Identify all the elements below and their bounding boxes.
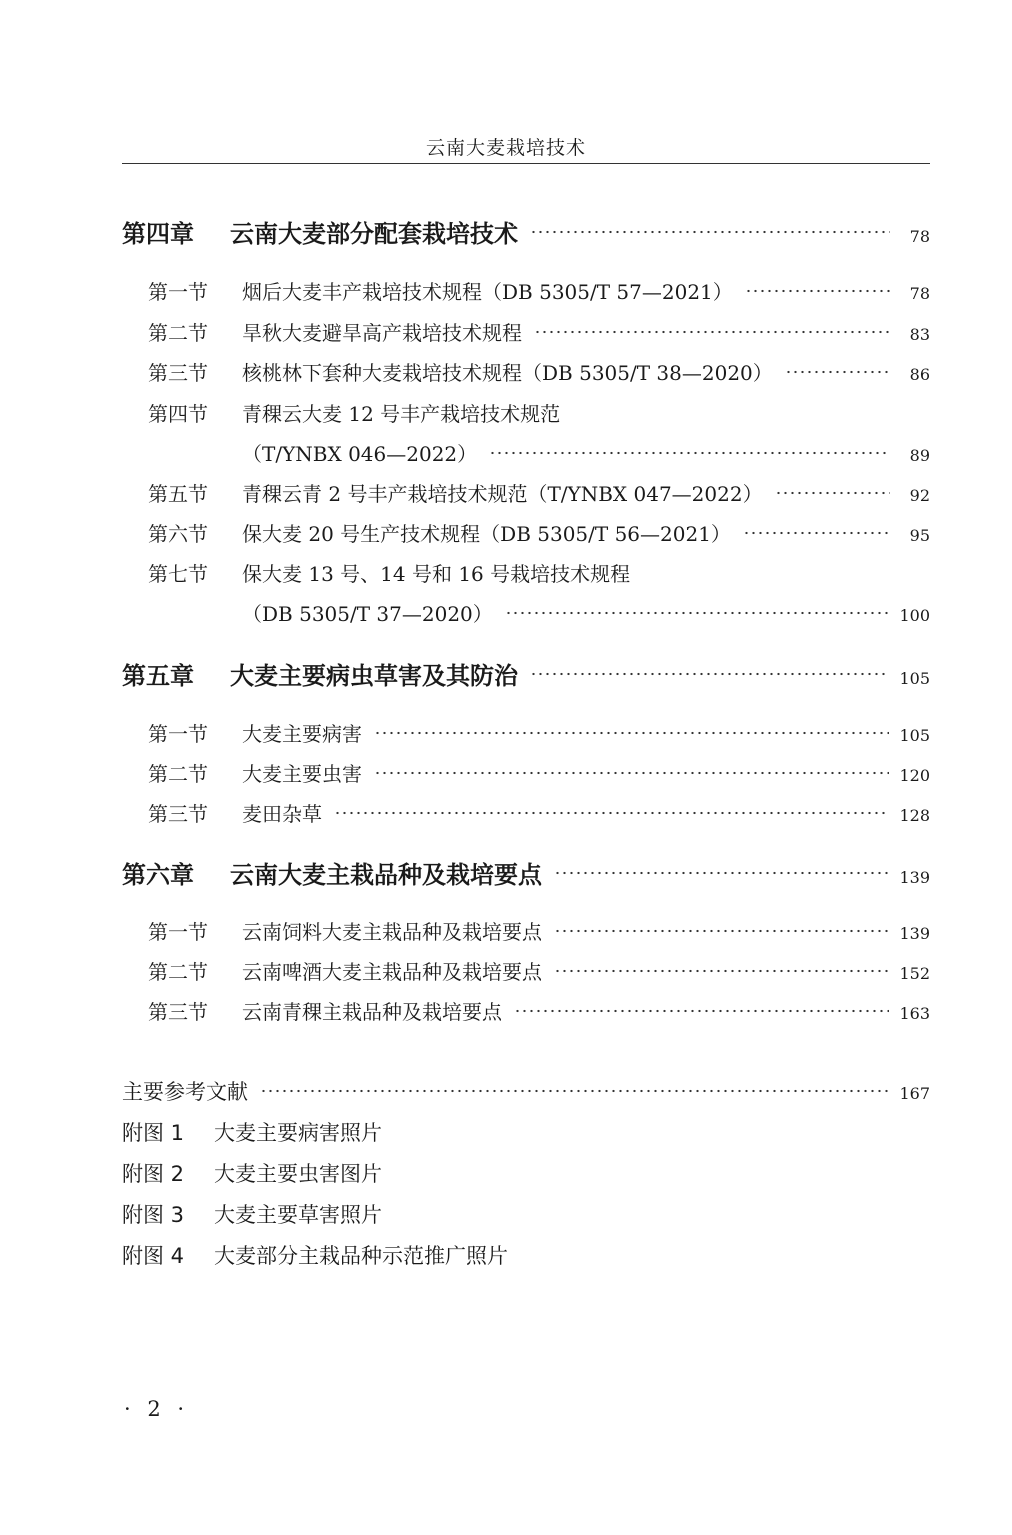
dot-leader <box>374 771 889 775</box>
appendix-label: 附图 1 <box>122 1121 185 1145</box>
section-label: 第三节 <box>148 361 208 385</box>
section-label: 第二节 <box>148 960 208 984</box>
toc-section[interactable] <box>148 798 930 827</box>
page-number: 139 <box>899 868 930 887</box>
section-label: 第一节 <box>148 722 208 746</box>
section-title: 青稞云大麦 12 号丰产栽培技术规范 <box>242 402 561 426</box>
chapter-label: 第六章 <box>122 861 194 889</box>
appendix-title: 大麦主要草害照片 <box>214 1203 382 1227</box>
section-title: 保大麦 20 号生产技术规程（DB 5305/T 56—2021） <box>242 522 731 546</box>
dot-leader <box>554 871 889 875</box>
dot-leader <box>505 611 890 615</box>
section-label: 第四节 <box>148 402 208 426</box>
section-label: 第二节 <box>148 321 208 345</box>
page-number: 92 <box>909 486 930 505</box>
appendix-label: 附图 3 <box>122 1203 185 1227</box>
dot-leader <box>745 289 890 293</box>
section-title-continued: （DB 5305/T 37—2020） <box>242 602 493 626</box>
toc-section[interactable] <box>148 398 930 427</box>
page-number: 128 <box>899 806 930 825</box>
chapter-title: 云南大麦主栽品种及栽培要点 <box>230 861 542 889</box>
appendix-label: 附图 4 <box>122 1244 185 1268</box>
section-label: 第三节 <box>148 1000 208 1024</box>
section-label: 第五节 <box>148 482 208 506</box>
toc-appendix[interactable] <box>122 1158 930 1188</box>
dot-leader <box>374 731 889 735</box>
section-title: 云南青稞主栽品种及栽培要点 <box>242 1000 502 1024</box>
section-title: 青稞云青 2 号丰产栽培技术规范（T/YNBX 047—2022） <box>242 482 763 506</box>
toc-appendix[interactable] <box>122 1240 930 1270</box>
page-number: 152 <box>899 964 930 983</box>
toc-section[interactable] <box>148 558 930 587</box>
dot-leader <box>554 929 889 933</box>
page-number: 163 <box>899 1004 930 1023</box>
section-title-continued: （T/YNBX 046—2022） <box>242 442 478 466</box>
toc-section[interactable] <box>148 518 930 547</box>
toc-section[interactable] <box>148 718 930 747</box>
section-label: 第七节 <box>148 562 208 586</box>
running-head: 云南大麦栽培技术 <box>425 137 586 159</box>
toc-section-continuation[interactable] <box>242 598 930 627</box>
section-title: 麦田杂草 <box>242 802 322 826</box>
dot-leader <box>530 672 889 676</box>
section-title: 烟后大麦丰产栽培技术规程（DB 5305/T 57—2021） <box>242 280 733 304</box>
section-label: 第二节 <box>148 762 208 786</box>
chapter-title: 云南大麦部分配套栽培技术 <box>230 220 518 248</box>
dot-leader <box>743 531 890 535</box>
section-title: 核桃林下套种大麦栽培技术规程（DB 5305/T 38—2020） <box>242 361 773 385</box>
section-label: 第六节 <box>148 522 208 546</box>
section-label: 第一节 <box>148 920 208 944</box>
section-label: 第一节 <box>148 280 208 304</box>
appendix-title: 大麦主要病害照片 <box>214 1121 382 1145</box>
toc-section[interactable] <box>148 996 930 1025</box>
chapter-title: 大麦主要病虫草害及其防治 <box>230 662 518 690</box>
page-number: 95 <box>909 526 930 545</box>
page-number: 89 <box>909 446 930 465</box>
section-title: 旱秋大麦避旱高产栽培技术规程 <box>242 321 522 345</box>
appendix-title: 大麦主要虫害图片 <box>214 1162 382 1186</box>
toc-section[interactable] <box>148 357 930 386</box>
page-number: 167 <box>899 1084 930 1103</box>
chapter-label: 第五章 <box>122 662 194 690</box>
appendix-label: 附图 2 <box>122 1162 185 1186</box>
section-title: 大麦主要病害 <box>242 722 362 746</box>
page-folio: · 2 · <box>124 1397 190 1421</box>
page-number: 105 <box>899 669 930 688</box>
chapter-label: 第四章 <box>122 220 194 248</box>
page-number: 83 <box>909 325 930 344</box>
dot-leader <box>785 370 890 374</box>
dot-leader <box>534 330 890 334</box>
dot-leader <box>489 451 890 455</box>
toc-appendix[interactable] <box>122 1117 930 1147</box>
page-number: 105 <box>899 726 930 745</box>
toc-section[interactable] <box>148 916 930 945</box>
page-number: 78 <box>909 227 930 246</box>
toc-section[interactable] <box>148 478 930 507</box>
references-title: 主要参考文献 <box>122 1080 248 1104</box>
toc-chapter-6[interactable] <box>122 855 930 890</box>
toc-chapter-4[interactable] <box>122 214 930 249</box>
header-rule <box>122 163 930 164</box>
page-number: 86 <box>909 365 930 384</box>
dot-leader <box>775 491 890 495</box>
toc-section[interactable] <box>148 956 930 985</box>
dot-leader <box>334 811 889 815</box>
appendix-title: 大麦部分主栽品种示范推广照片 <box>214 1244 508 1268</box>
section-title: 保大麦 13 号、14 号和 16 号栽培技术规程 <box>242 562 631 586</box>
page-number: 120 <box>899 766 930 785</box>
dot-leader <box>514 1009 889 1013</box>
section-label: 第三节 <box>148 802 208 826</box>
toc-section[interactable] <box>148 317 930 346</box>
section-title: 云南饲料大麦主栽品种及栽培要点 <box>242 920 542 944</box>
toc-section[interactable] <box>148 276 930 305</box>
toc-section[interactable] <box>148 758 930 787</box>
dot-leader <box>260 1089 889 1093</box>
dot-leader <box>530 230 890 234</box>
toc-chapter-5[interactable] <box>122 656 930 691</box>
section-title: 云南啤酒大麦主栽品种及栽培要点 <box>242 960 542 984</box>
page-number: 100 <box>899 606 930 625</box>
toc-references[interactable] <box>122 1076 930 1106</box>
section-title: 大麦主要虫害 <box>242 762 362 786</box>
toc-appendix[interactable] <box>122 1199 930 1229</box>
page-number: 78 <box>909 284 930 303</box>
page-number: 139 <box>899 924 930 943</box>
dot-leader <box>554 969 889 973</box>
toc-section-continuation[interactable] <box>242 438 930 467</box>
